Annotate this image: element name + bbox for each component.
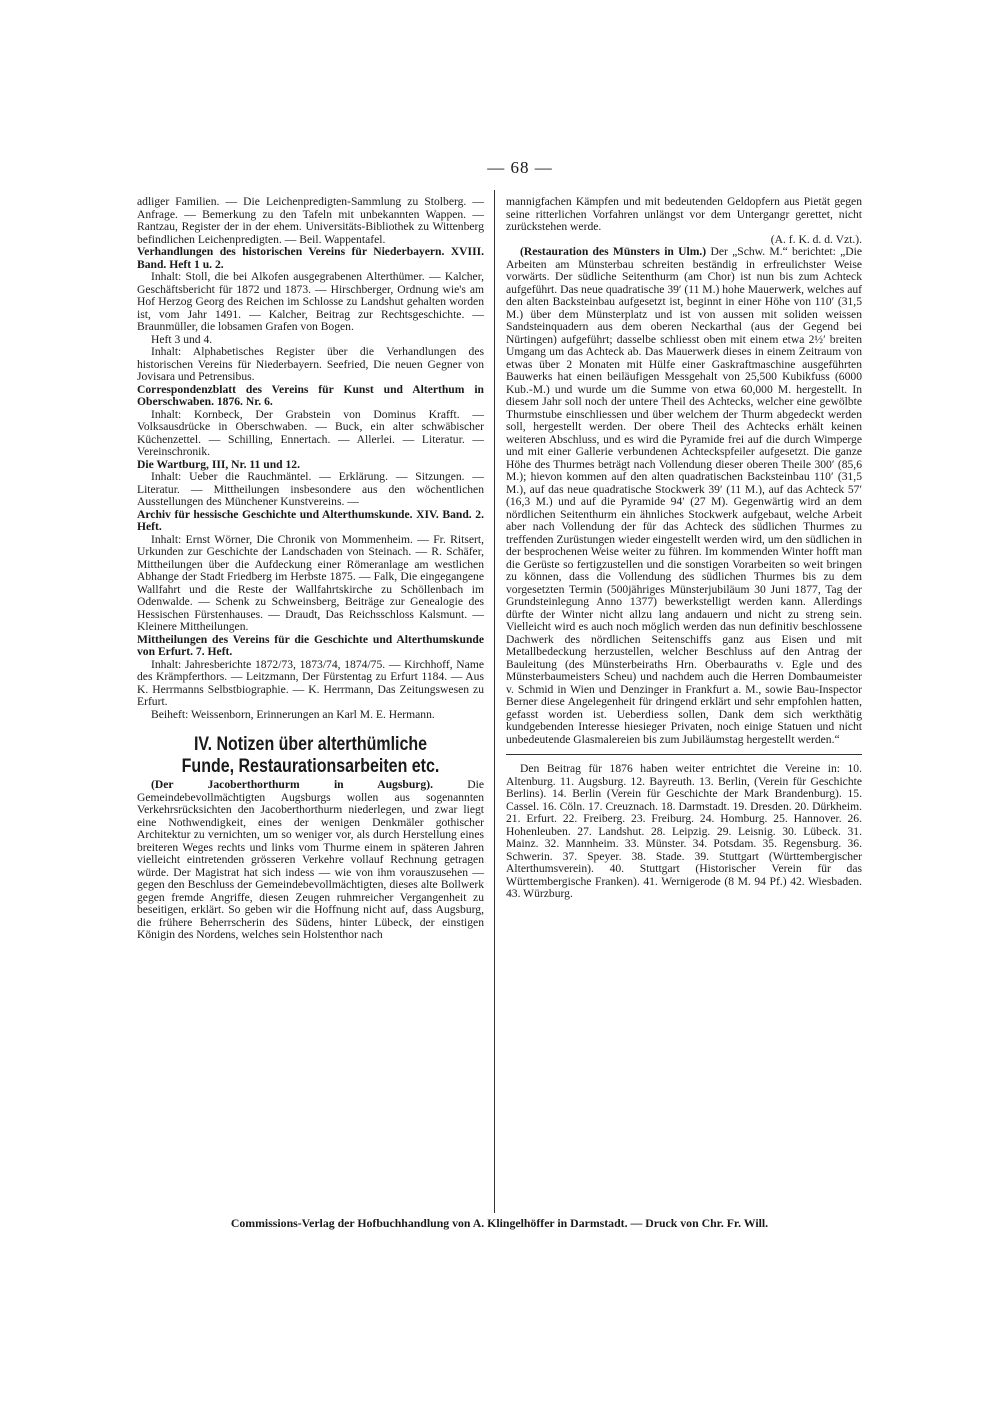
source-citation: (A. f. K. d. d. Vzt.). xyxy=(770,232,862,246)
niederbayern-contents: Inhalt: Stoll, die bei Alkofen ausgegrabenen Alterthümer. — Kalcher, Geschäftsbericht für 1872 und 1873. — Hirschberger, Ordnung wie's am Hof Herzog Georg des Reichen im Schlosse zu Landshut gehalten worden ist, vom Jahr 1491. — Kalcher, Beitrag zur Rechtsgeschichte. — Braunmüller, die lobsamen Grafen von Bogen. xyxy=(137,270,484,333)
heft-3-4-contents: Inhalt: Alphabetisches Register über die Verhandlungen des historischen Vereins für Niederbayern. Seefried, Die neuen Gegner von Jovisara und Petrensibus. xyxy=(137,345,484,383)
continued-paragraph: mannigfachen Kämpfen und mit bedeutenden Geldopfern aus Pietät gegen seine ritterlichen Vorfahren unlängst vor dem Untergangr gerettet, nicht zurückstehen werde. xyxy=(506,195,862,233)
heading-archiv: Archiv für hessische Geschichte und Alterthumskunde. XIV. Band. 2. Heft. xyxy=(137,507,484,533)
beitrag-paragraph: Den Beitrag für 1876 haben weiter entrichtet die Vereine in: 10. Altenburg. 11. Augsburg. 12. Bayreuth. 13. Berlin, (Verein für Geschichte Berlins). 14. Berlin (Verein für Geschichte der Mark Brandenburg). 15. Cassel. 16. Cöln. 17. Creuznach. 18. Darmstadt. 19. Dresden. 20. Dürkheim. 21. Erfurt. 22. Freiberg. 23. Freiburg. 24. Homburg. 25. Hannover. 26. Hohenleuben. 27. Landshut. 28. Leipzig. 29. Leisnig. 30. Lübeck. 31. Mainz. 32. Mannheim. 33. Münster. 34. Potsdam. 35. Regensburg. 36. Schwerin. 37. Speyer. 38. Stade. 39. Stuttgart (Württembergischer Alterthumsverein). 40. Stuttgart (Historischer Verein für das Württembergische Franken). 41. Wernigerode (8 M. 94 Pf.) 42. Wiesbaden. 43. Würzburg. xyxy=(506,762,862,900)
publisher-footer: Commissions-Verlag der Hofbuchhandlung von A. Klingelhöffer in Darmstadt. — Druck von Chr. Fr. Will. xyxy=(230,1216,769,1230)
heading-jacoberthorthurm: (Der Jacoberthorthurm in Augsburg). xyxy=(151,778,433,791)
section-divider xyxy=(506,754,862,755)
erfurt-contents: Inhalt: Jahresberichte 1872/73, 1873/74, 1874/75. — Kirchhoff, Name des Krämpferthors. — Leitzmann, Der Fürstentag zu Erfurt 1184. — Aus K. Herrmanns Selbstbiographie. — K. Herrmann, Das Zeitungswesen zu Erfurt. xyxy=(137,657,484,708)
column-divider xyxy=(494,190,495,1213)
ulm-muenster-text: Der „Schw. M.“ berichtet: „Die Arbeiten am Münsterbau schreiten beständig in erfreulichster Weise vorwärts. Der südliche Seitenthurm (am Chor) ist nun bis zum Achteck aufgeführt. Das neue quadratische 39′ (11 M.) hohe Mauerwerk, welches auf den alten Backsteinbau aufgesetzt ist, beginnt in einer Höhe von 110′ (31,5 M.) über dem Münsterplatz und ist von aussen mit soliden weissen Sandsteinquadern aus dem oberen Neckarthal (aus der Gegend bei Nürtingen) aufgeführt; dasselbe schliesst oben mit einem etwa 2½′ breiten Umgang um das Achteck ab. Das Mauerwerk dieses in einem Zeitraum von etwas über 2 Monaten mit Hülfe einer Gaskraftmaschine ausgeführten Bauwerks hat einen beiläufigen Messgehalt von 25,500 Kubikfuss (6000 Kub.-M.) und wurde um die Summe von etwa 60,000 M. hergestellt. In diesem Jahr soll noch der untere Theil des Achtecks, welcher eine gewölbte Thurmstube einschliessen und über welchem der Thurm abgedeckt werden soll, hergestellt werden. Der obere Theil des Achtecks erhält keinen weiteren Abschluss, und es wird die Pyramide frei auf die durch Wimperge und mit einer Gallerie verbundenen Achteckspfeiler aufgesetzt. Die ganze Höhe des Thurmes beträgt nach Vollendung dieser oberen Theile 300′ (85,6 M.); hievon kommen auf den alten quadratischen Backsteinbau 110′ (31,5 M.), auf das neue quadratische Stockwerk 39′ (11 M.), auf das Achteck 57′ (16,3 M.) und auf die Pyramide 94′ (27 M). Gegenwärtig wird an dem nördlichen Seitenthurm ein ähnliches Stockwerk aufgebaut, welche Arbeit aber nach Vollendung der für das Achteck des südlichen Thurmes zu treffenden Zurüstungen wieder eingestellt werden wird, um den südlichen in der besprochenen Weise weiter zu führen. Im kommenden Winter hofft man die Gerüste so fertigzustellen und die sonstigen Vorarbeiten so weit bringen zu können, dass die Vollendung des südlichen Thurmes bis zu dem vorgesetzten Termin (500jähriges Münsterjubiläum 30 Juni 1877, Tag der Grundsteinlegung Anno 1377) bewerkstelligt werden kann. Allerdings dürfte der Winter nicht allzu lang andauern und nicht zu streng sein. Vielleicht wird es auch noch möglich werden das nun definitiv beschlossene Dachwerk des nördlichen Seitenschiffs ganz aus Eisen und mit Metallbedeckung herzustellen, welcher Beschluss auf den Antrag der Bauleitung (des Münsterbeiraths Hrn. Oberbauraths v. Egle und des Münsterbaumeisters Scheu) und nachdem auch die Herren Dombaumeister v. Schmid in Wien und Denzinger in Frankfurt a. M., sowie Bau-Inspector Berner diese Angelegenheit für dringend erklärt und sehr empfohlen hatten, gefasst worden ist. Ueberdiess sollen, Dank dem sich werkthätig kundgebenden Interesse hiesieger Privaten, noch einige Statuen und nicht unbedeutende Glasmalereien bis zum Jubiläumstag hergestellt werden.“ xyxy=(506,245,862,746)
heading-oberschwaben: Correspondenzblatt des Vereins für Kunst und Alterthum in Oberschwaben. 1876. Nr. 6. xyxy=(137,382,484,408)
heading-ulm-muenster: (Restauration des Münsters in Ulm.) xyxy=(520,245,707,258)
heading-erfurt: Mittheilungen des Vereins für die Geschichte und Alterthumskunde von Erfurt. 7. Heft. xyxy=(137,632,484,658)
wartburg-contents: Inhalt: Ueber die Rauchmäntel. — Erklärung. — Sitzungen. — Literatur. — Mittheilungen insbesondere aus den wöchentlichen Ausstellungen des Münchener Kunstvereins. — xyxy=(137,470,484,508)
section-title: IV. Notizen über alterthümliche Funde, Restaurationsarbeiten etc. xyxy=(181,733,440,777)
left-column xyxy=(137,196,484,942)
archiv-contents: Inhalt: Ernst Wörner, Die Chronik von Mommenheim. — Fr. Ritsert, Urkunden zur Geschichte der Landschaden von Steinach. — R. Schäfer, Mittheilungen über die Aufdeckung einer Römeranlage am westlichen Abhange der Stadt Friedberg im Herbste 1875. — Falk, Die eingegangene Wallfahrt und die Reste der Wallfahrtskirche zu Schöllenbach im Odenwalde. — Schenk zu Schweinsberg, Beiträge zur Genealogie des Hessischen Fürstenhauses. — Draudt, Das Reichsschloss Kalsmunt. — Kleinere Mittheilungen. xyxy=(137,532,484,633)
oberschwaben-contents: Inhalt: Kornbeck, Der Grabstein von Dominus Krafft. — Volksausdrücke in Oberschwaben. — Buck, ein alter schwäbischer Küchenzettel. — Schilling, Ennertach. — Allerlei. — Literatur. — Vereinschronik. xyxy=(137,407,484,458)
heading-wartburg: Die Wartburg, III, Nr. 11 und 12. xyxy=(137,457,300,471)
beiheft-note: Beiheft: Weissenborn, Erinnerungen an Karl M. E. Hermann. xyxy=(151,707,435,721)
heading-niederbayern: Verhandlungen des historischen Vereins für Niederbayern. XVIII. Band. Heft 1 u. 2. xyxy=(137,245,484,271)
page-number: — 68 — xyxy=(487,158,553,177)
right-column xyxy=(506,196,862,901)
heft-3-4-label: Heft 3 und 4. xyxy=(151,332,213,346)
jacoberthorthurm-text: Die Gemeindebevollmächtigten Augsburgs wollen aus sogenannten Verkehrsrücksichten den Jacoberthorthurm niederlegen, und zwar liegt eine Nothwendigkeit, eines der wenigen Denkmäler gothischer Architektur zu vernichten, um so weniger vor, als durch Herstellung eines breiteren Weges rechts und links vom Thurme einem in späteren Jahren vielleicht eintretenden grösseren Verkehre vollauf Rechnung getragen würde. Der Magistrat hat sich indess — wie von ihm vorauszusehen — gegen den Beschluss der Gemeindebevollmächtigten, dieses alte Bollwerk gegen fremde Angriffe, diesen Zeugen ruhmreicher Vergangenheit zu beseitigen, erklärt. So geben wir die Hoffnung nicht auf, dass Augsburg, die frühere Beherrscherin des Südens, hinter Lübeck, der einstigen Königin des Nordens, welches sein Holstenthor nach xyxy=(137,778,484,941)
intro-paragraph: adliger Familien. — Die Leichenpredigten-Sammlung zu Stolberg. — Anfrage. — Bemerkung zu den Tafeln mit unbekannten Wappen. — Rantzau, Register der in der ehem. Universitäts-Bibliothek zu Wittenberg befindlichen Leichenpredigten. — Beil. Wappentafel. xyxy=(137,195,484,246)
